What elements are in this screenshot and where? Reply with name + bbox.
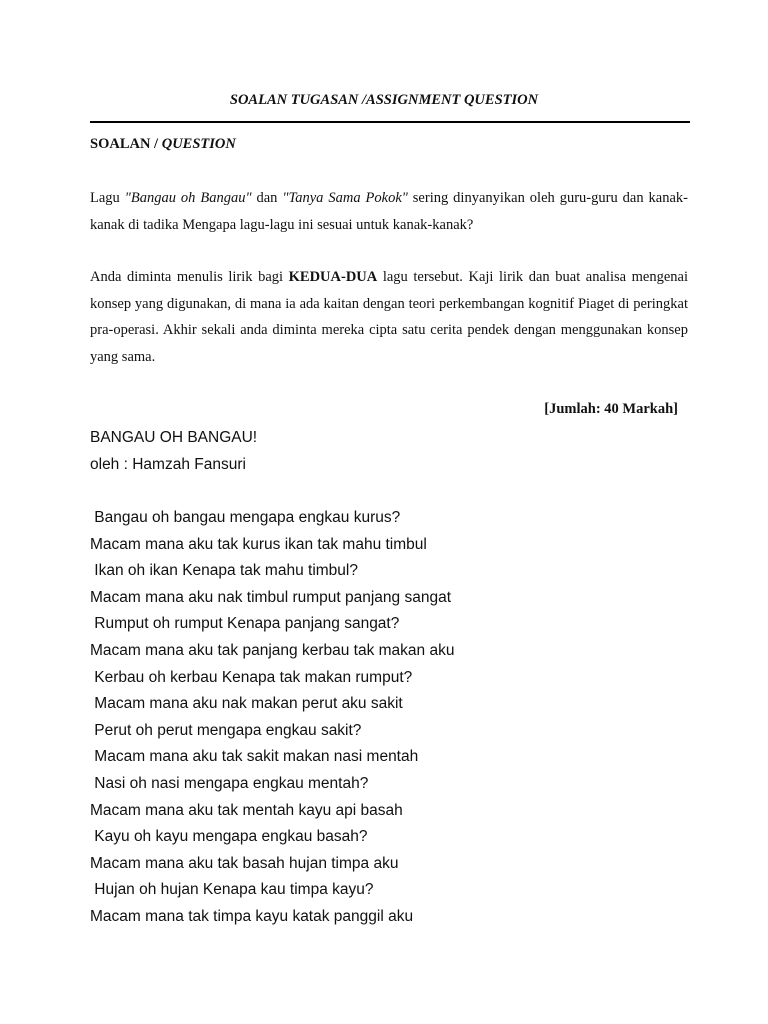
song-title: BANGAU OH BANGAU!: [90, 429, 258, 446]
text: lagu tersebut. Kaji lirik dan buat analisa mengenai konsep yang digunakan, di mana ia ada kaitan dengan teori perkembangan kognitif Piaget di peringkat pra-operasi. Akhir sekali anda diminta mereka cipta satu cerita pendek dengan menggunakan konsep yang sama.: [90, 269, 688, 365]
song-title-1: "Bangau oh Bangau": [124, 190, 252, 206]
text: sering dinyanyikan oleh guru-guru dan kanak-kanak di tadika Mengapa lagu-lagu ini sesuai untuk kanak-kanak?: [90, 190, 688, 233]
total-marks: [Jumlah: 40 Markah]: [544, 401, 678, 417]
lyric-line: Macam mana aku tak mentah kayu api basah: [90, 801, 403, 819]
lyric-line: Nasi oh nasi mengapa engkau mentah?: [90, 774, 369, 792]
lyric-line: Kayu oh kayu mengapa engkau basah?: [90, 828, 368, 846]
lyric-line: Bangau oh bangau mengapa engkau kurus?: [90, 509, 401, 526]
lyric-line: Macam mana aku nak timbul rumput panjang sangat: [90, 588, 452, 606]
text: Lagu: [90, 190, 125, 206]
emphasis: KEDUA-DUA: [288, 269, 378, 285]
question-paragraph-1: [90, 185, 688, 238]
document-title: SOALAN TUGASAN /ASSIGNMENT QUESTION: [229, 92, 539, 108]
lyrics-list: [90, 508, 454, 934]
text: dan: [251, 190, 283, 206]
lyric-line: Ikan oh ikan Kenapa tak mahu timbul?: [90, 562, 358, 580]
question-heading-main: SOALAN /: [90, 136, 162, 152]
title-divider: [90, 121, 690, 123]
lyric-line: Macam mana aku nak makan perut aku sakit: [90, 695, 403, 713]
question-paragraph-2: [90, 264, 688, 370]
question-heading: [90, 136, 236, 153]
song-title-2: "Tanya Sama Pokok": [282, 190, 408, 206]
text: Anda diminta menulis lirik bagi: [90, 269, 289, 285]
lyric-line: Rumput oh rumput Kenapa panjang sangat?: [90, 615, 400, 633]
lyric-line: Macam mana aku tak basah hujan timpa aku: [90, 854, 399, 872]
lyric-line: Macam mana aku tak kurus ikan tak mahu timbul: [90, 535, 427, 553]
lyric-line: Perut oh perut mengapa engkau sakit?: [90, 721, 362, 739]
lyric-line: Kerbau oh kerbau Kenapa tak makan rumput?: [90, 668, 413, 686]
lyric-line: Macam mana aku tak panjang kerbau tak makan aku: [90, 641, 455, 659]
question-heading-italic: QUESTION: [161, 136, 236, 152]
song-author: oleh : Hamzah Fansuri: [90, 456, 246, 473]
lyric-line: Macam mana aku tak sakit makan nasi mentah: [90, 748, 419, 766]
lyric-line: Hujan oh hujan Kenapa kau timpa kayu?: [90, 881, 374, 899]
lyric-line: Macam mana tak timpa kayu katak panggil aku: [90, 907, 414, 925]
